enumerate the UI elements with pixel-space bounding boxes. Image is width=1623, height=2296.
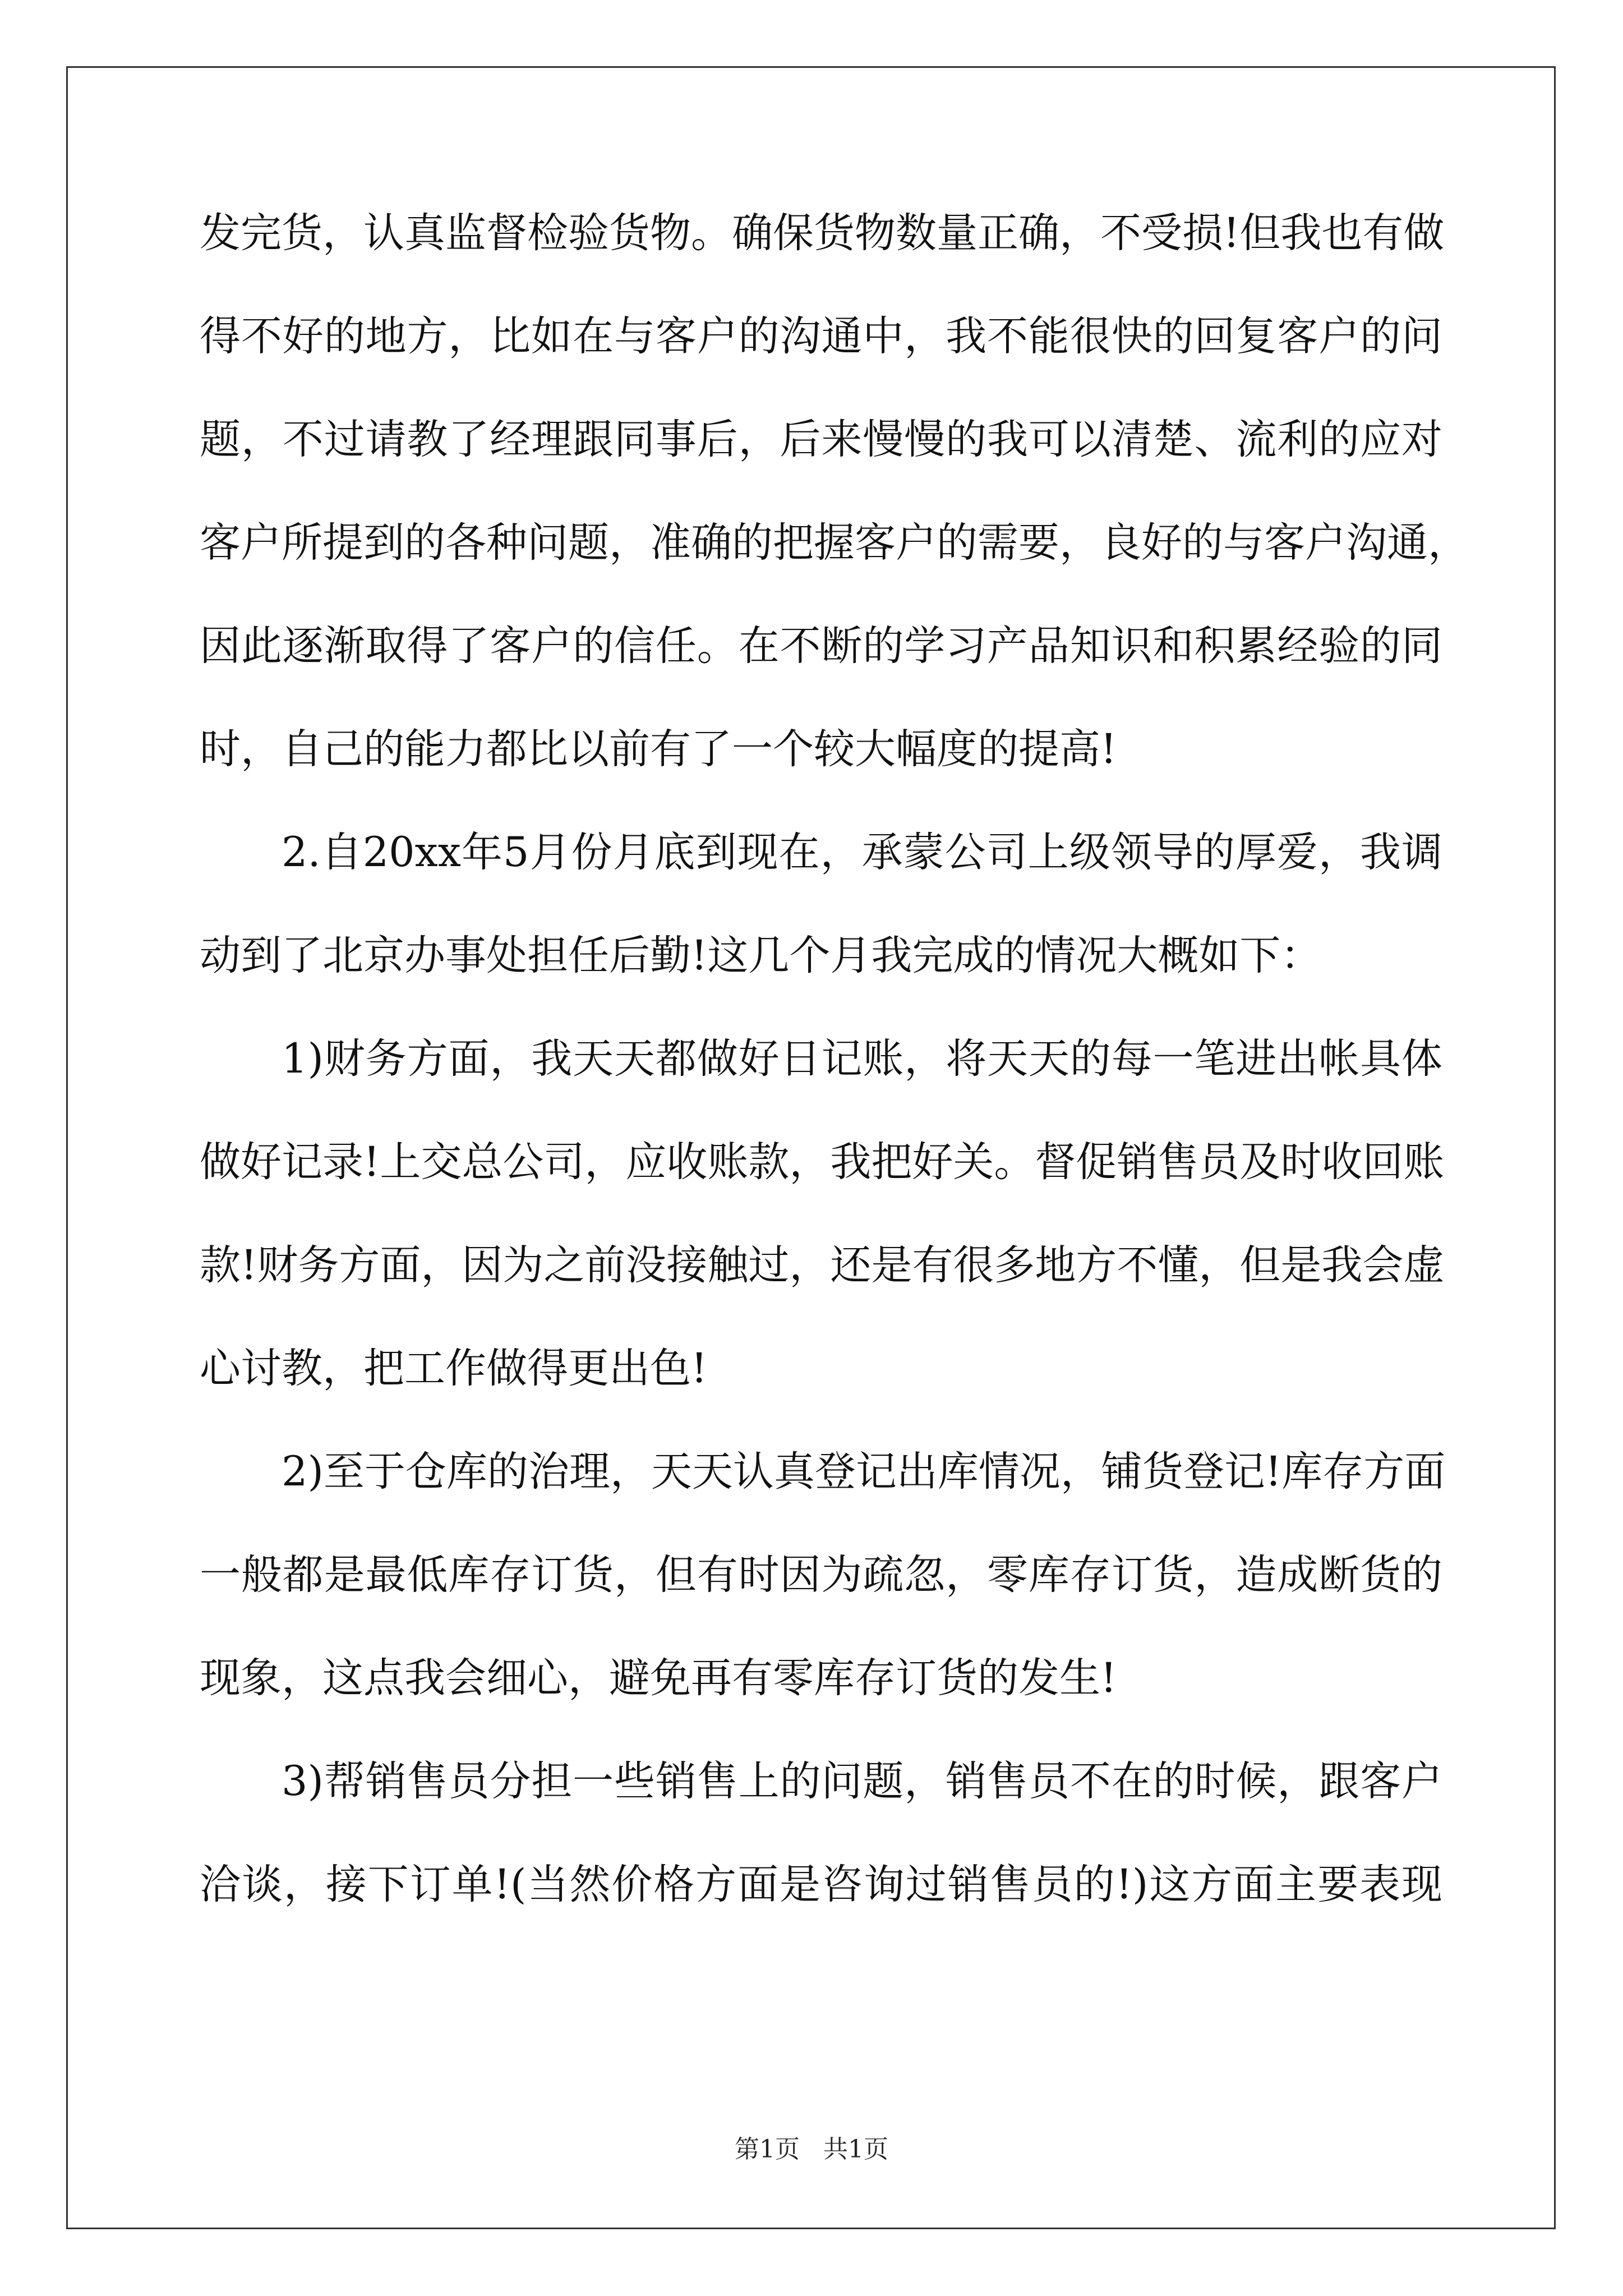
text-line: 客户所提到的各种问题，准确的把握客户的需要，良好的与客户沟通，	[200, 519, 1469, 567]
text-line: 现象，这点我会细心，避免再有零库存订货的发生!	[200, 1654, 1117, 1702]
text-line: 款!财务方面，因为之前没接触过，还是有很多地方不懂，但是我会虚	[200, 1241, 1445, 1289]
paragraph-first-line: 1)财务方面，我天天都做好日记账，将天天的每一笔进出帐具体	[282, 1035, 1442, 1083]
paragraph-first-line: 3)帮销售员分担一些销售上的问题，销售员不在的时候，跟客户	[282, 1757, 1442, 1805]
text-line: 动到了北京办事处担任后勤!这几个月我完成的情况大概如下：	[200, 932, 1322, 979]
body-text	[200, 209, 1469, 1968]
text-line: 洽谈，接下订单!(当然价格方面是咨询过销售员的!)这方面主要表现	[200, 1861, 1442, 1908]
text-line: 得不好的地方，比如在与客户的沟通中，我不能很快的回复客户的问	[200, 312, 1442, 360]
text-line: 一般都是最低库存订货，但有时因为疏忽，零库存订货，造成断货的	[200, 1551, 1442, 1599]
paragraph-first-line: 2)至于仓库的治理，天天认真登记出库情况，铺货登记!库存方面	[282, 1448, 1446, 1496]
text-line: 题，不过请教了经理跟同事后，后来慢慢的我可以清楚、流利的应对	[200, 416, 1442, 463]
paragraph-first-line: 2.自20xx年5月份月底到现在，承蒙公司上级领导的厚爱，我调	[282, 829, 1442, 876]
text-line: 心讨教，把工作做得更出色!	[200, 1345, 708, 1392]
page-footer: 第1页 共1页	[735, 2135, 888, 2164]
text-line: 发完货，认真监督检验货物。确保货物数量正确，不受损!但我也有做	[200, 209, 1445, 257]
text-line: 时，自己的能力都比以前有了一个较大幅度的提高!	[200, 725, 1117, 773]
text-line: 做好记录!上交总公司，应收账款，我把好关。督促销售员及时收回账	[200, 1138, 1445, 1186]
text-line: 因此逐渐取得了客户的信任。在不断的学习产品知识和积累经验的同	[200, 622, 1442, 670]
